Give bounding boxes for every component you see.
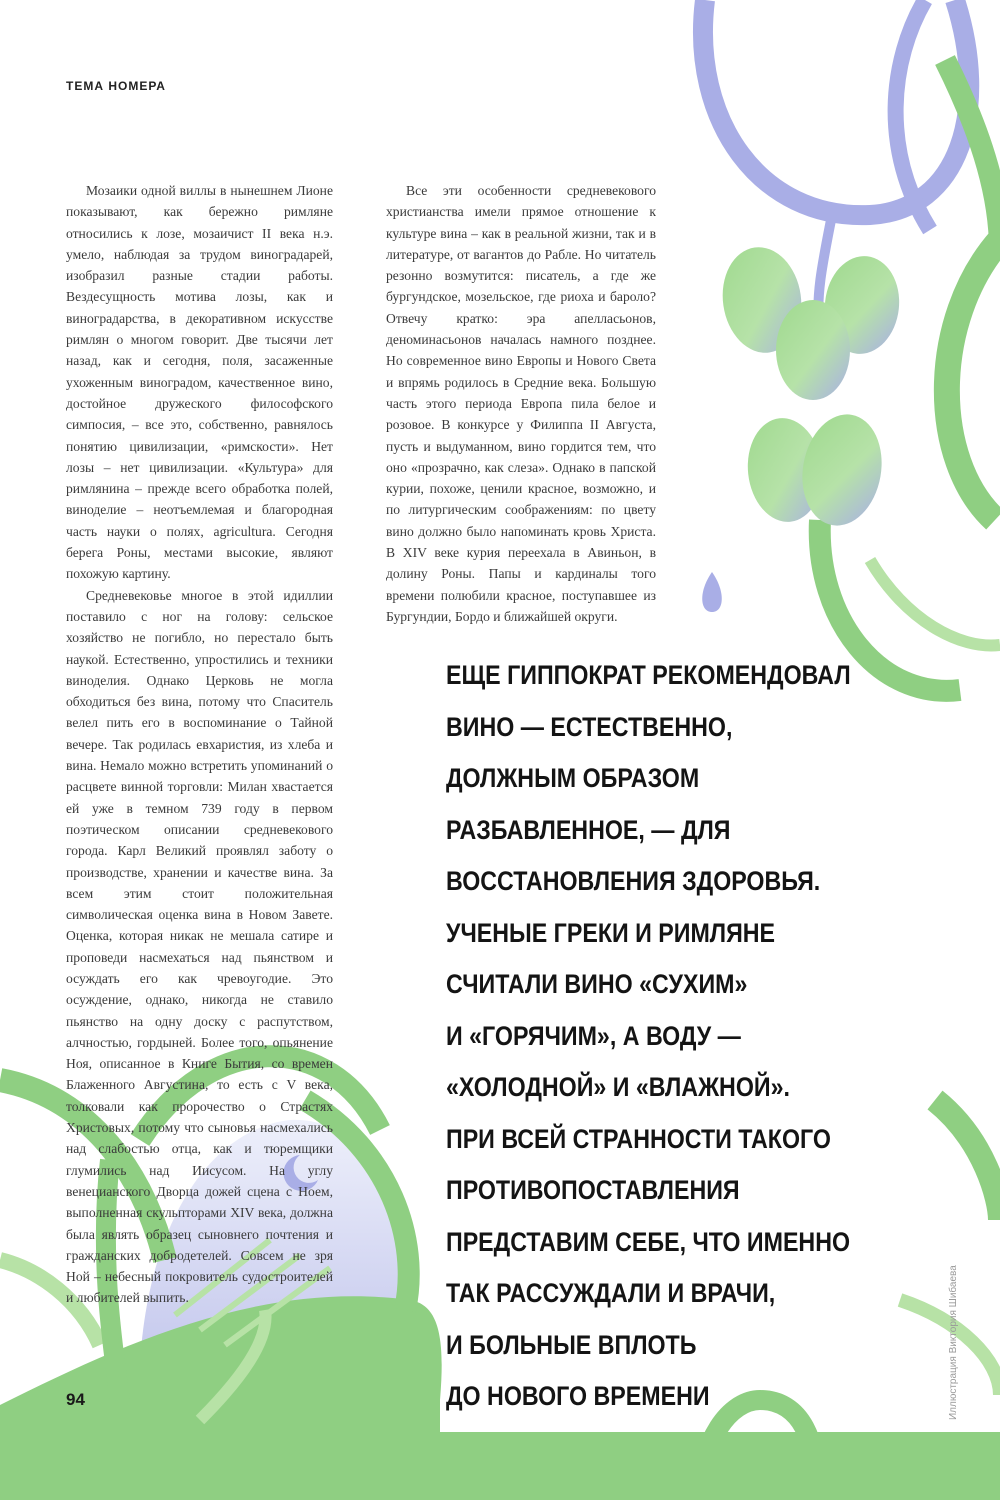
right-column — [386, 180, 656, 627]
left-column — [66, 180, 333, 1309]
illustration-credit: Иллюстрация Виктория Шибаева — [948, 1265, 959, 1420]
pull-quote-line: ПРЕДСТАВИМ СЕБЕ, ЧТО ИМЕННО — [446, 1226, 851, 1257]
pull-quote-line: ДОЛЖНЫМ ОБРАЗОМ — [446, 763, 700, 793]
pull-quote-line: ТАК РАССУЖДАЛИ И ВРАЧИ, — [446, 1278, 776, 1308]
pull-quote-line: ДО НОВОГО ВРЕМЕНИ — [446, 1381, 710, 1411]
pull-quote-line: ЕЩЕ ГИППОКРАТ РЕКОМЕНДОВАЛ — [446, 660, 851, 690]
pull-quote-line: «ХОЛОДНОЙ» И «ВЛАЖНОЙ». — [446, 1072, 790, 1102]
grape-cluster — [716, 242, 904, 532]
paragraph: Мозаики одной виллы в нынешнем Лионе показывают, как бережно римляне относились к лозе, мозаичист II века н.э. умело, наблюдая за трудом виноградарей, изобразил разные стадии работы. Вездесущность мотива лозы, как и виноградарства, в декоративном искусстве римлян о многом говорит. Две тысячи лет назад, как и сегодня, поля, засаженные ухоженным виноградом, качественное вино, достойное дружеского философского симпосия, – все это, собственно, равнялось понятию цивилизации, «римскости». Нет лозы – нет цивилизации. «Культура» для римлянина – прежде всего обработка полей, виноделие – неотъемлемая и благородная часть науки о полях, agricultura. Сегодня берега Роны, местами высокие, являют похожую картину. — [66, 183, 333, 582]
pull-quote-line: ПРОТИВОПОСТАВЛЕНИЯ — [446, 1175, 740, 1205]
pull-quote-line: И БОЛЬНЫЕ ВПЛОТЬ — [446, 1329, 697, 1360]
pull-quote-line: И «ГОРЯЧИМ», А ВОДУ — — [446, 1020, 741, 1051]
pull-quote — [446, 650, 851, 1423]
pull-quote-line: УЧЕНЫЕ ГРЕКИ И РИМЛЯНЕ — [446, 917, 776, 948]
pull-quote-line: ВОССТАНОВЛЕНИЯ ЗДОРОВЬЯ. — [446, 866, 821, 896]
pull-quote-line: ВИНО — ЕСТЕСТВЕННО, — [446, 711, 733, 742]
page-number: 94 — [66, 1390, 85, 1409]
paragraph: Средневековье многое в этой идиллии поставило с ног на голову: сельское хозяйство не погибло, но перестало быть наукой. Естественно, упростились и техники виноделия. Однако Церковь не могла обходиться без вина, потому что Спаситель велел пить его в воспоминание о Тайной вечере. Так родилась евхаристия, из хлеба и вина. Немало можно встретить упоминаний о расцвете винной торговли: Милан хвастается ей уже в темном 739 году в первом поэтическом описании средневекового города. Карл Великий проявлял заботу о производстве, хранении и качестве вина. За всем этим стоит положительная символическая оценка вина в Новом Завете. Оценка, которая никак не мешала сатире и проповеди насмехаться над пьянством и осуждать его как чревоугодие. Это осуждение, однако, никогда не ставило пьянство на одну доску с распутством, алчностью, гордыней. Более того, опьянение Ноя, описанное в Книге Бытия, со времен Блаженного Августина, то есть с V века, толковали как пророчество о Страстях Христовых, потому что сыновья насмехались над слабостью отца, как и тюремщики глумились над Иисусом. На углу венецианского Дворца дожей сцена с Ноем, выполненная скульпторами XIV века, должна была являть образец сыновнего почтения и гражданских добродетелей. Совсем не зря Ной – небесный покровитель судостроителей и любителей выпить. — [66, 587, 333, 1306]
pull-quote-line: СЧИТАЛИ ВИНО «СУХИМ» — [446, 969, 748, 999]
paragraph: Все эти особенности средневекового христианства имели прямое отношение к культуре вина – как в реальной жизни, так и в литературе, от вагантов до Рабле. Но читатель резонно возмутится: писатель, а где же бургундское, мозельское, где риоха и бароло? Отвечу кратко: эра апелласьонов, деноминасьонов началась намного позднее. Но современное вино Европы и Нового Света и впрямь родилось в Средние века. Большую часть этого периода Европа пила белое и розовое. В конкурсе у Филиппа II Августа, пусть и выдуманном, вино гордится тем, что оно «прозрачно, как слеза». Однако в папской курии, похоже, ценили красное, возможно, и по литургическим соображениям: по цвету вино должно было напоминать кровь Христа. В XIV веке курия переехала в Авиньон, в долину Роны. Папы и кардиналы того времени полюбили красное, поступавшее из Бургундии, Бордо и ближайшей округи. — [386, 183, 656, 624]
wine-drop — [702, 572, 722, 612]
pull-quote-line: ПРИ ВСЕЙ СТРАННОСТИ ТАКОГО — [446, 1123, 831, 1154]
section-tag: ТЕМА НОМЕРА — [66, 79, 166, 93]
pull-quote-line: РАЗБАВЛЕННОЕ, — ДЛЯ — [446, 814, 731, 845]
